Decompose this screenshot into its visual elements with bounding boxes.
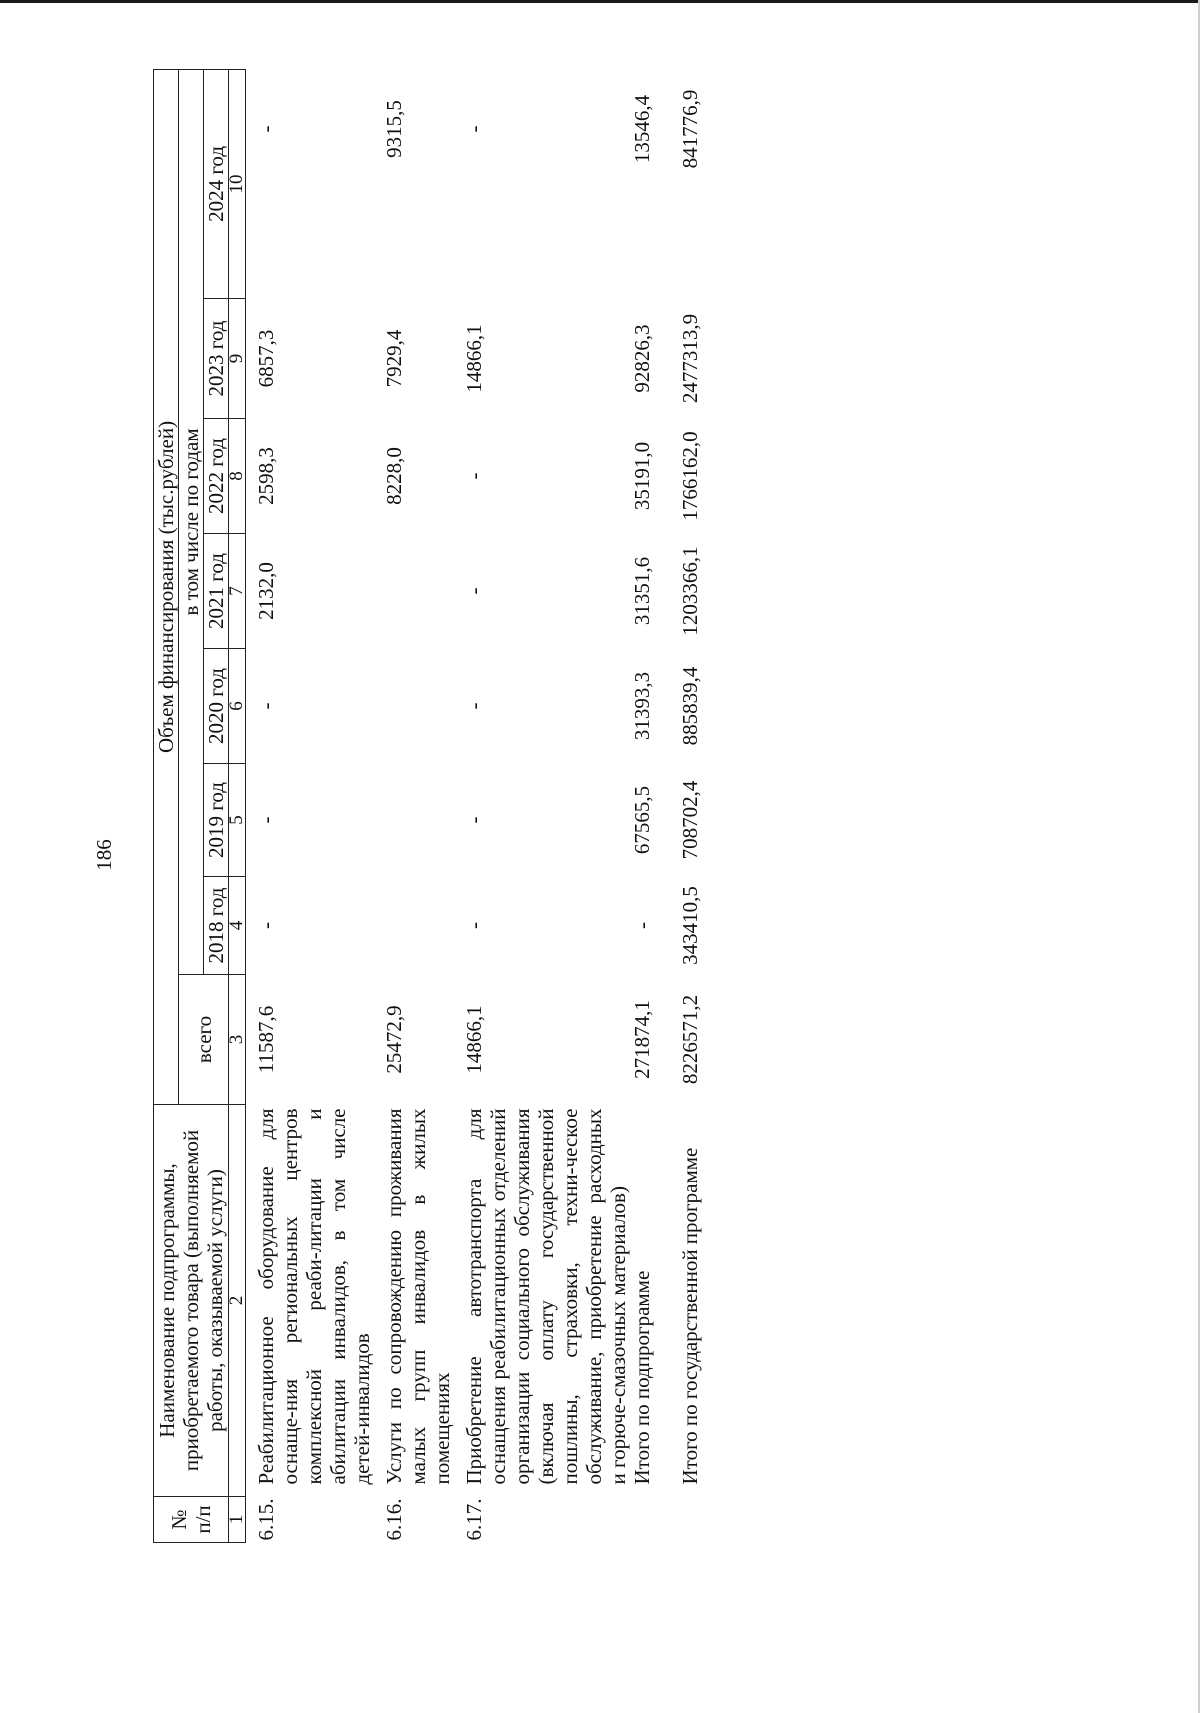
value-2022: 8228,0 bbox=[382, 447, 406, 505]
grand-total-row bbox=[678, 69, 718, 1542]
value-2022: 35191,0 bbox=[630, 441, 654, 511]
value-2023: 7929,4 bbox=[382, 329, 406, 388]
value-2018: - bbox=[254, 922, 278, 929]
table-row bbox=[246, 69, 375, 1542]
value-2022: 2598,3 bbox=[254, 447, 278, 505]
value-2024: 13546,4 bbox=[630, 94, 654, 164]
value-2020: - bbox=[462, 702, 486, 710]
column-number: 7 bbox=[229, 534, 246, 649]
value-2023: 92826,3 bbox=[630, 324, 654, 393]
table-row bbox=[454, 69, 630, 1542]
value-2018 bbox=[374, 877, 454, 975]
header-by-years: в том числе по годам bbox=[179, 69, 204, 974]
value-2019 bbox=[374, 764, 454, 877]
column-number: 6 bbox=[229, 649, 246, 764]
header-year: 2020 год bbox=[204, 649, 229, 764]
header-year: 2024 год bbox=[204, 69, 229, 298]
value-2024: - bbox=[462, 125, 486, 133]
value-2020: - bbox=[254, 702, 278, 710]
header-year: 2023 год bbox=[204, 299, 229, 419]
row-number: 6.15. bbox=[254, 1498, 278, 1541]
value-2024: - bbox=[254, 125, 278, 133]
value-2023: 2477313,9 bbox=[678, 313, 702, 404]
row-name: Приобретение автотранспорта для оснащения реабилитационных отделений организации социального обслуживания (включая оплату государственной пошлины, страховки, техни-ческое обслуживание, приобретение расходных и горюче-смазочных материалов) bbox=[462, 1108, 630, 1485]
value-2019: 708702,4 bbox=[678, 780, 702, 860]
value-2022: - bbox=[462, 472, 486, 480]
header-year: 2018 год bbox=[204, 877, 229, 975]
empty-cell bbox=[630, 1497, 678, 1543]
row-number: 6.17. bbox=[462, 1498, 486, 1541]
header-year: 2021 год bbox=[204, 534, 229, 649]
column-number: 8 bbox=[229, 419, 246, 534]
value-total: 25472,9 bbox=[382, 1005, 406, 1074]
row-name: Услуги по сопровождению проживания малых групп инвалидов в жилых помещениях bbox=[382, 1108, 454, 1485]
value-2021 bbox=[374, 534, 454, 649]
subtotal-label: Итого по подпрограмме bbox=[630, 1270, 654, 1485]
row-name: Реабилитационное оборудование для оснаще-ния региональных центров комплексной реаби-литации и абилитации инвалидов, в том числе детей-инвалидов bbox=[254, 1108, 374, 1485]
value-2018: - bbox=[462, 922, 486, 929]
column-number: 4 bbox=[229, 877, 246, 975]
value-2023: 14866,1 bbox=[462, 324, 486, 393]
value-2019: - bbox=[462, 816, 486, 824]
column-number: 5 bbox=[229, 764, 246, 877]
header-year: 2019 год bbox=[204, 764, 229, 877]
value-2019: 67565,5 bbox=[630, 785, 654, 855]
value-2020 bbox=[374, 649, 454, 764]
column-number: 10 bbox=[229, 69, 246, 298]
value-2021: 31351,6 bbox=[630, 556, 654, 626]
value-total: 8226571,2 bbox=[678, 994, 702, 1085]
column-number: 2 bbox=[229, 1105, 246, 1497]
value-total: 14866,1 bbox=[462, 1005, 486, 1074]
header-num: № п/п bbox=[154, 1497, 229, 1543]
value-2018: 343410,5 bbox=[678, 886, 702, 965]
value-2020: 885839,4 bbox=[678, 666, 702, 746]
value-2021: - bbox=[462, 587, 486, 595]
value-2024: 841776,9 bbox=[678, 89, 702, 169]
funding-table bbox=[153, 69, 718, 1543]
header-funding: Объем финансирования (тыс.рублей) bbox=[154, 69, 179, 1104]
value-2019: - bbox=[254, 816, 278, 824]
column-number: 3 bbox=[229, 975, 246, 1105]
header-year: 2022 год bbox=[204, 419, 229, 534]
column-number: 1 bbox=[229, 1497, 246, 1543]
row-number: 6.16. bbox=[382, 1498, 406, 1541]
value-2021: 1203366,1 bbox=[678, 546, 702, 636]
value-total: 271874,1 bbox=[630, 1000, 654, 1079]
value-2021: 2132,0 bbox=[254, 562, 278, 620]
value-2020: 31393,3 bbox=[630, 671, 654, 741]
grand-total-label: Итого по государственной программе bbox=[678, 1147, 702, 1485]
table-row bbox=[374, 69, 454, 1542]
subtotal-row bbox=[630, 69, 678, 1542]
header-name: Наименование подпрограммы, приобретаемого товара (выполняемой работы, оказываемой услуги) bbox=[154, 1105, 229, 1497]
value-2022: 1766162,0 bbox=[678, 431, 702, 521]
header-total: всего bbox=[179, 975, 229, 1105]
value-total: 11587,6 bbox=[254, 1005, 278, 1074]
empty-cell bbox=[678, 1497, 718, 1543]
column-number: 9 bbox=[229, 299, 246, 419]
value-2024: 9315,5 bbox=[382, 100, 406, 158]
page-number: 186 bbox=[92, 839, 116, 871]
value-2018: - bbox=[630, 922, 654, 929]
value-2023: 6857,3 bbox=[254, 329, 278, 388]
